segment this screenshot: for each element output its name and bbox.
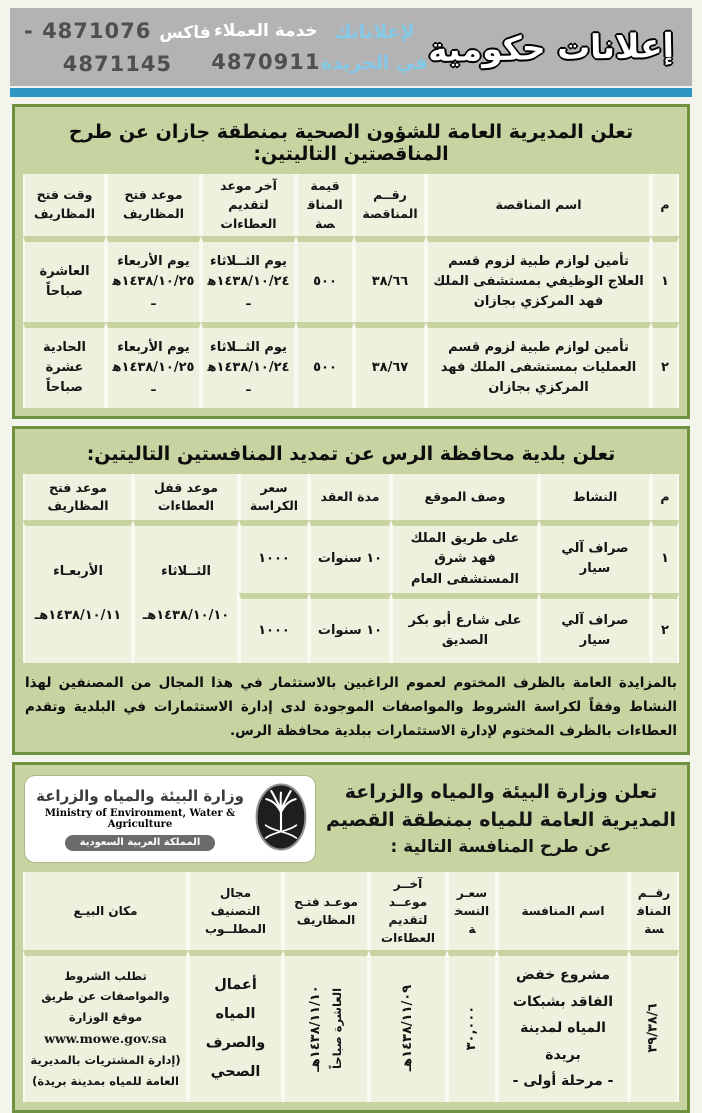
deadline-date-vertical: ١٤٣٨/١١/٠٩هـ [399, 985, 415, 1072]
cell-tender-value: ٥٠٠ [296, 236, 354, 322]
table-header-row [23, 474, 679, 520]
table-row [23, 520, 679, 592]
closing-day: الثــلاثاء [161, 564, 211, 580]
cell-opening-time: العاشرة صباحاً [23, 236, 106, 322]
customer-service-number: 4870911 [211, 49, 321, 74]
col-header-opening: موعد فتح المظاريف [23, 474, 133, 520]
col-header-sale-place: مكان البيـع [23, 872, 188, 950]
copy-price-vertical: ٣٠,٠٠٠ [463, 1006, 479, 1051]
title-line3: عن طرح المنافسة التالية : [390, 836, 612, 857]
closing-date: ١٤٣٨/١٠/١٠هـ [142, 608, 230, 624]
cell-deadline [369, 950, 447, 1102]
col-header-closing: موعد قفل العطاءات [133, 474, 239, 520]
cell-opening-date [106, 322, 201, 408]
announcement-title: تعلن المديرية العامة للشؤون الصحية بمنطقة جازان عن طرح المناقصتين التاليتين: [68, 121, 634, 165]
title-line1: تعلن وزارة البيئة والمياه والزراعة [344, 780, 658, 803]
cell-tender-number: ٣٨/٦٦ [354, 236, 426, 322]
col-header-no: م [651, 174, 679, 236]
ministry-logo [25, 776, 315, 862]
cell-booklet-price: ١٠٠٠ [239, 593, 309, 663]
cell-tender-number: ٣٨/٦٧ [354, 322, 426, 408]
col-header-tender-name: اسم المناقصة [426, 174, 651, 236]
table-header-row [23, 872, 679, 950]
deadline-day: يوم الثــلاثاء [210, 254, 287, 270]
deadline-day: يوم الثــلاثاء [210, 340, 287, 356]
announcement-title [325, 781, 677, 857]
cell-opening-date [23, 520, 133, 662]
fax-number-2: 4871145 [62, 51, 173, 76]
cell-activity: صراف آلي سيار [539, 520, 651, 592]
cell-no: ٢ [651, 593, 679, 663]
col-header-no: م [651, 474, 679, 520]
cell-sale-place [23, 950, 188, 1102]
announcement-title: تعلن بلدية محافظة الرس عن تمديد المنافستين التاليتين: [86, 443, 616, 466]
cell-deadline [201, 322, 296, 408]
col-header-opening: موعـد فتـح المظاريف [283, 872, 369, 950]
cell-location: على شارع أبو بكر الصديق [391, 593, 539, 663]
col-header-tender-number: رقــم المناقصة [354, 174, 426, 236]
announcement-water-qassim [12, 762, 690, 1113]
cell-tender-name: تأمين لوازم طبية لزوم قسم العلاج الوظيفي بمستشفى الملك فهد المركزي بجازان [426, 236, 651, 322]
col-header-activity: النشاط [539, 474, 651, 520]
col-header-duration: مدة العقد [309, 474, 391, 520]
col-header-opening-time: وقت فتح المظاريف [23, 174, 106, 236]
cell-tender-value: ٥٠٠ [296, 322, 354, 408]
col-header-classification: مجال التصنيف المطلــوب [188, 872, 283, 950]
col-header-location: وصف الموقع [391, 474, 539, 520]
opening-date: ١٤٣٨/١٠/١١هـ [34, 608, 122, 624]
col-header-deadline: آخر موعد لتقديم العطاءات [201, 174, 296, 236]
opening-day: يوم الأربعاء [117, 340, 190, 356]
cell-booklet-price: ١٠٠٠ [239, 520, 309, 592]
col-header-deadline: آخــر موعــد لتقديم العطاءات [369, 872, 447, 950]
col-header-tender-value: قيمة المناقصة [296, 174, 354, 236]
col-header-booklet-price: سعر الكراسة [239, 474, 309, 520]
opening-day: الأربعـاء [53, 564, 103, 580]
fax-block [24, 19, 211, 76]
col-header-competition-name: اسم المنافسة [497, 872, 629, 950]
water-competition-table [23, 872, 679, 1102]
ads-contact-block [321, 21, 428, 74]
announcement-health-jazan [12, 104, 690, 419]
cell-no: ٢ [651, 322, 679, 408]
cell-competition-name [497, 950, 629, 1102]
ministry-name-en: Ministry of Environment, Water & Agriculture [44, 807, 236, 830]
cell-opening-time: الحادية عشرة صباحاً [23, 322, 106, 408]
col-header-copy-price: سعـر النسخة [447, 872, 497, 950]
opening-day: يوم الأربعاء [117, 254, 190, 270]
deadline-date: ١٤٣٨/١٠/٢٤هـ [207, 360, 290, 396]
cell-classification: أعمال المياه والصرف الصحي [188, 950, 283, 1102]
cell-activity: صراف آلي سيار [539, 593, 651, 663]
table-row [23, 322, 679, 408]
cell-deadline [201, 236, 296, 322]
opening-date: ١٤٣٨/١٠/٢٥هـ [112, 360, 195, 396]
cell-duration: ١٠ سنوات [309, 520, 391, 592]
cell-tender-name: تأمين لوازم طبية لزوم قسم العمليات بمستشفى الملك فهد المركزي بجازان [426, 322, 651, 408]
announcement-note: بالمزايدة العامة بالظرف المختوم لعموم الراغبين بالاستثمار في هذا المجال من المصنفين لهذا النشاط وفقاً لكراسة الشروط والمواصفات الموجودة لدى إدارة الاستثمارات في البلدية وتقدم العطاءات بالظرف المختوم لإدارة الاستثمارات ببلدية محافظة الرس. [25, 674, 677, 740]
deadline-date: ١٤٣٨/١٠/٢٤هـ [207, 274, 290, 310]
cell-closing-date [133, 520, 239, 662]
health-tenders-table [23, 174, 679, 408]
cell-copy-price [447, 950, 497, 1102]
competition-number-vertical: ٣٩/٣٨/٦ [645, 1003, 661, 1054]
announcement-rass-municipality [12, 426, 690, 754]
table-row [23, 950, 679, 1102]
cell-no: ١ [651, 236, 679, 322]
ministry-name-ar: وزارة البيئة والمياه والزراعة [36, 786, 244, 805]
competition-name: مشروع خفض الفاقد بشبكات المياه لمدينة بريدة [512, 967, 614, 1063]
ministry-website-url: www.mowe.gov.sa [44, 1030, 167, 1046]
fax-label: فاكس [159, 22, 211, 43]
fax-number-1: 4871076 - [24, 18, 152, 43]
cell-no: ١ [651, 520, 679, 592]
rass-competitions-table [23, 474, 679, 662]
cell-duration: ١٠ سنوات [309, 593, 391, 663]
ads-label-line1: لإعلاناتك [333, 20, 415, 43]
cell-location: على طريق الملك فهد شرق المستشفى العام [391, 520, 539, 592]
cell-opening [283, 950, 369, 1102]
ads-label-line2: في الجريدة [320, 51, 428, 74]
competition-phase: - مرحلة أولى - [512, 1073, 614, 1090]
announcement-header [23, 768, 679, 872]
col-header-competition-number: رقــم المنافسة [629, 872, 679, 950]
opening-time-vertical: العاشرة صباحاً [329, 988, 344, 1070]
table-header-row [23, 174, 679, 236]
table-row [23, 236, 679, 322]
ministry-logo-text [33, 787, 247, 851]
header-bar [10, 8, 692, 86]
sale-place-dept: (إدارة المشتريات بالمديرية العامة للمياه بمدينة بريدة) [30, 1053, 181, 1088]
col-header-opening-date: موعد فتح المظاريف [106, 174, 201, 236]
cell-opening-date [106, 236, 201, 322]
ministry-country-band: المملكة العربية السعودية [65, 835, 215, 851]
cell-competition-number [629, 950, 679, 1102]
title-line2: المديرية العامة للمياه بمنطقة القصيم [326, 808, 676, 831]
customer-service-block [211, 21, 320, 74]
customer-service-label: خدمة العملاء [214, 20, 318, 41]
ministry-emblem-icon [255, 782, 307, 856]
gov-ads-logo: إعلانات حكومية [427, 25, 675, 69]
blue-divider-bar [10, 88, 692, 97]
sale-place-text: تطلب الشروط والمواصفات عن طريق موقع الوزارة [41, 968, 170, 1024]
opening-date: ١٤٣٨/١٠/٢٥هـ [112, 274, 195, 310]
opening-date-vertical: ١٤٣٨/١١/١٠هـ [307, 985, 323, 1072]
newspaper-header [10, 8, 692, 97]
